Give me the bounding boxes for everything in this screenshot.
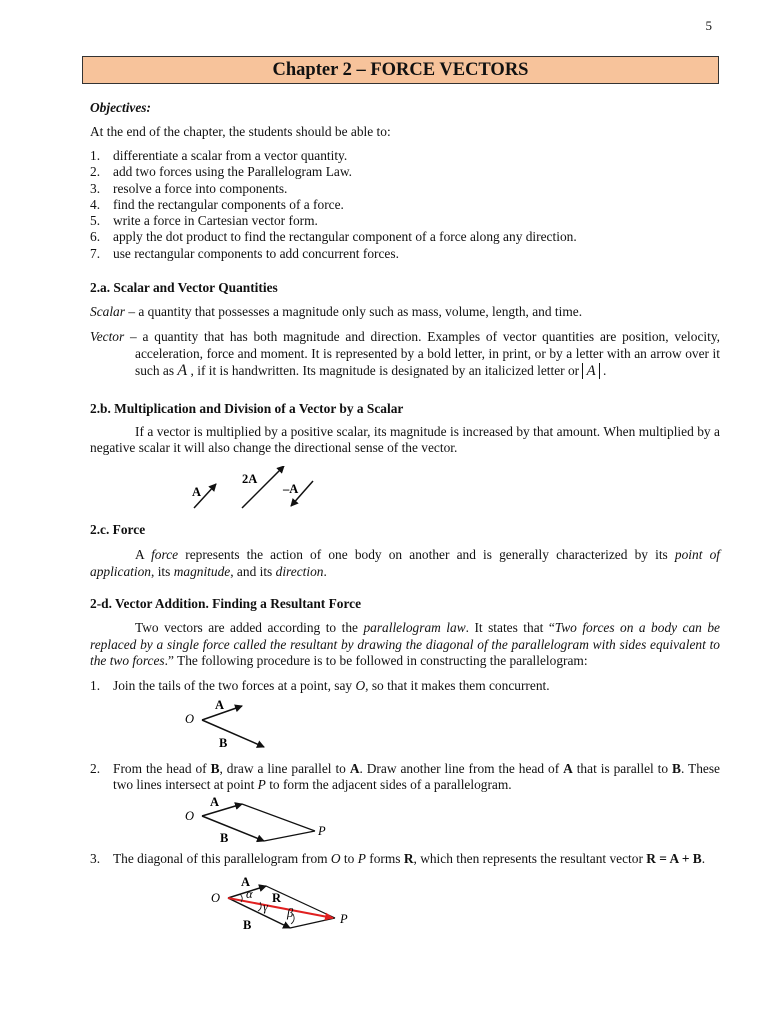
figure-step-2 [180, 794, 340, 846]
scalar-definition: Scalar – a quantity that possesses a magnitude only such as mass, volume, length, and time. [90, 304, 583, 319]
objectives-list [90, 148, 710, 262]
label-a: A [192, 485, 202, 499]
svg-text:α: α [246, 887, 253, 901]
svg-text:β: β [287, 906, 294, 920]
list-item: 3. resolve a force into components. [90, 180, 288, 196]
figure-step-1 [180, 696, 290, 752]
section-2c-body: A force represents the action of one body on another and is generally characterized by its point of application, its magnitude, and its direction. [90, 547, 720, 579]
svg-text:O: O [185, 809, 195, 823]
label-neg-a: –A [283, 482, 299, 496]
svg-text:A: A [210, 795, 220, 809]
section-2d-body: Two vectors are added according to the parallelogram law. It states that “Two forces on a body can be replaced by a single force called the resultant by drawing the diagonal of the parallelogram with sides equivalent to the two forces.” The following procedure is to be followed in constructing the parallelogram: [90, 620, 720, 668]
svg-text:P: P [340, 912, 348, 926]
svg-text:B: B [243, 918, 252, 932]
svg-text:P: P [318, 824, 326, 838]
list-item: 1. differentiate a scalar from a vector quantity. [90, 148, 348, 163]
objectives-intro: At the end of the chapter, the students should be able to: [90, 124, 391, 139]
svg-text:R: R [272, 891, 282, 905]
step-1: 1. Join the tails of the two forces at a point, say O, so that it makes them concurrent. [90, 678, 550, 693]
section-2b-body: If a vector is multiplied by a positive scalar, its magnitude is increased by that amount. When multiplied by a negative scalar it will also change the directional sense of the vector. [90, 424, 720, 455]
section-2d-heading: 2-d. Vector Addition. Finding a Resultant Force [90, 596, 362, 611]
svg-text:γ: γ [263, 900, 268, 914]
svg-text:O: O [185, 712, 195, 726]
objectives-heading: Objectives: [90, 100, 151, 115]
svg-text:A: A [241, 875, 251, 889]
page-number: 5 [705, 18, 712, 33]
step-3: 3. The diagonal of this parallelogram from O to P forms R, which then represents the resultant vector R = A + B. [90, 851, 706, 866]
figure-step-3 [200, 874, 360, 938]
list-item: 2. add two forces using the Parallelogram Law. [90, 164, 352, 180]
svg-text:A: A [215, 698, 225, 712]
vector-magnitude-symbol: A [582, 363, 599, 379]
step-2: 2. From the head of B, draw a line parallel to A. Draw another line from the head of A that is parallel to B. These two lines intersect at point P to form the adjacent sides of a parallelogram. [90, 761, 720, 792]
list-item: 4. find the rectangular components of a force. [90, 196, 344, 212]
svg-text:B: B [220, 831, 229, 845]
section-2b-heading: 2.b. Multiplication and Division of a Vector by a Scalar [90, 401, 404, 416]
vector-definition: Vector – a quantity that has both magnitude and direction. Examples of vector quantities are position, velocity, acceleration, force and moment. It is represented by a bold letter, in print, or by a letter with an arrow over it such as A , if it is handwritten. Its magnitude is designated by an italicized letter or A . [90, 329, 720, 379]
list-item: 5. write a force in Cartesian vector form. [90, 213, 318, 229]
svg-text:O: O [211, 891, 221, 905]
list-item: 7. use rectangular components to add concurrent forces. [90, 245, 399, 261]
chapter-title: Chapter 2 – FORCE VECTORS [82, 56, 719, 84]
list-item: 6. apply the dot product to find the rectangular component of a force along any direction. [90, 229, 577, 245]
vector-symbol-arrow: A [177, 362, 188, 379]
label-2a: 2A [242, 472, 258, 486]
svg-text:B: B [219, 736, 228, 750]
section-2c-heading: 2.c. Force [90, 522, 146, 537]
scalar-multiplication-figure [180, 466, 340, 516]
section-2a-heading: 2.a. Scalar and Vector Quantities [90, 280, 278, 295]
